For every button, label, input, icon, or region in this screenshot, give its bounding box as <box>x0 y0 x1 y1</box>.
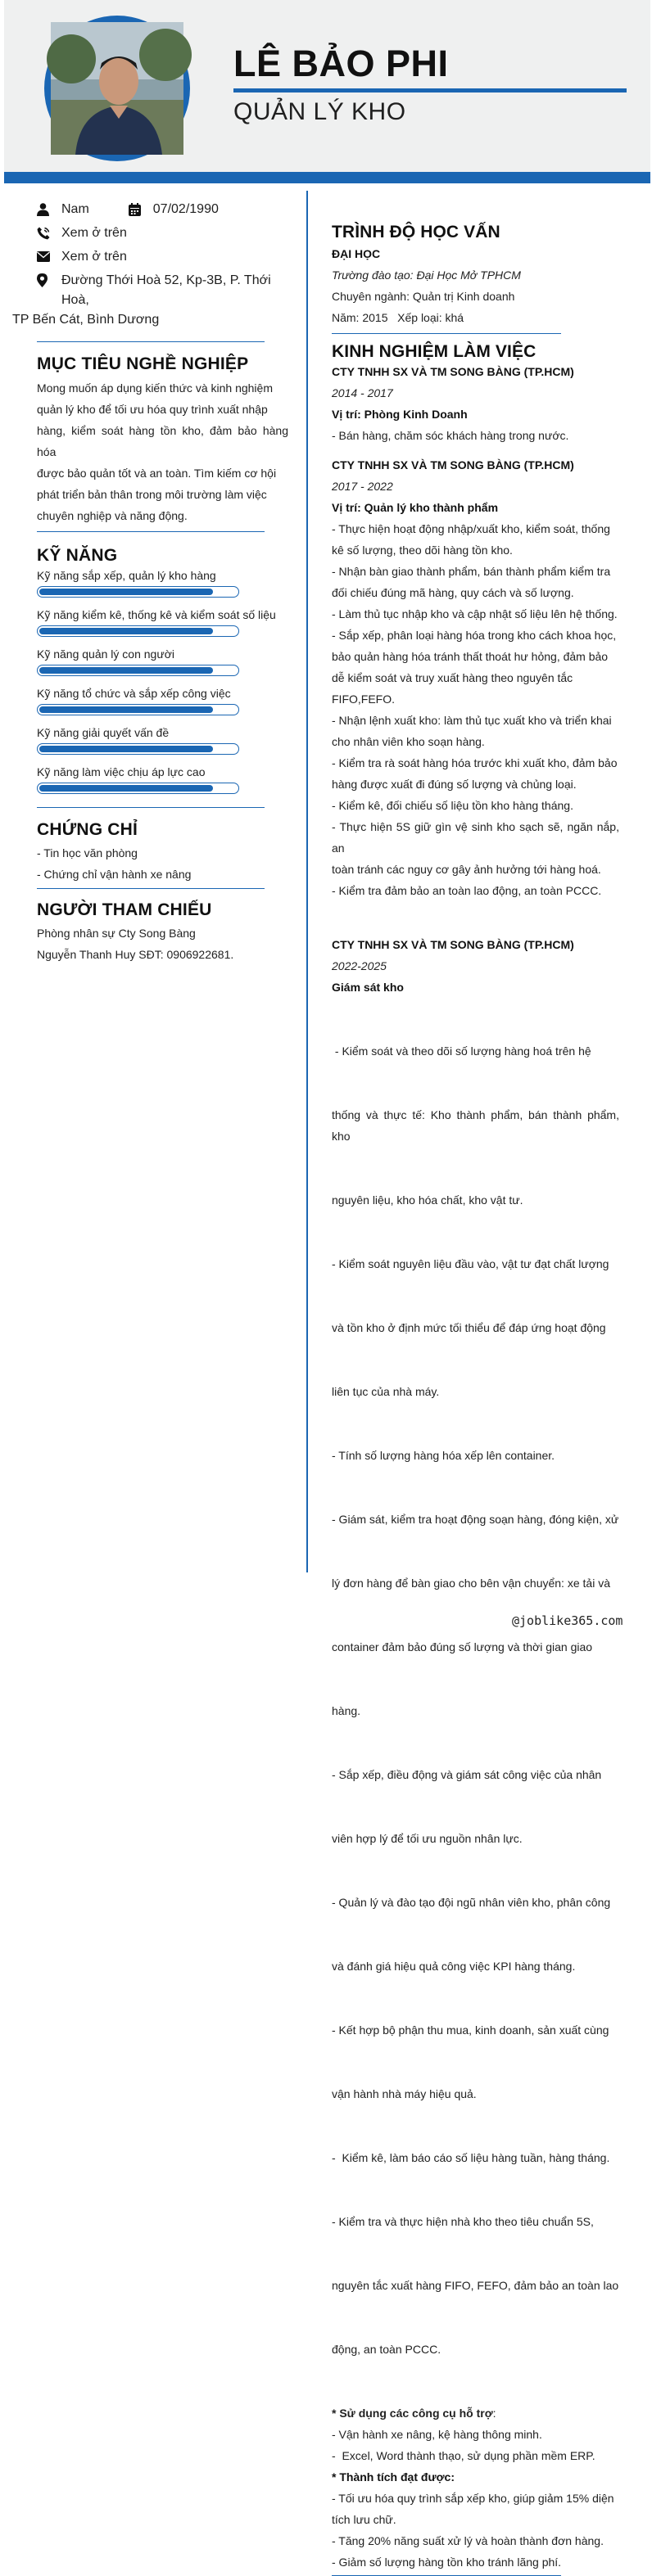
education-heading: TRÌNH ĐỘ HỌC VẤN <box>332 223 500 241</box>
skill-bar <box>37 625 239 637</box>
contact-address <box>37 268 288 310</box>
education-major: Chuyên ngành: Quản trị Kinh doanh <box>332 290 515 303</box>
skill-bar-fill <box>39 785 213 792</box>
skill-bar-fill <box>39 589 213 595</box>
job-line: dễ kiểm soát và truy xuất hàng theo nguyên tắc <box>332 671 573 684</box>
job-entry <box>332 934 623 2573</box>
objective-heading: MỤC TIÊU NGHỀ NGHIỆP <box>37 354 249 373</box>
job-period: 2014 - 2017 <box>332 386 393 399</box>
job-line: đối chiếu đúng mã hàng, quy cách và số lượng. <box>332 586 574 599</box>
tools-heading: * Sử dụng các công cụ hỗ trợ <box>332 2407 493 2420</box>
section-divider <box>37 807 265 808</box>
contact-email <box>37 245 288 268</box>
certificate-item: - Chứng chỉ vận hành xe nâng <box>37 868 192 881</box>
job-line: toàn tránh các nguy cơ gây ảnh hưởng tới hàng hoá. <box>332 863 601 876</box>
objective-line: Mong muốn áp dụng kiến thức và kinh nghiệm <box>37 381 273 395</box>
job-line: - Kiểm tra đảm bảo an toàn lao động, an toàn PCCC. <box>332 884 602 897</box>
tools-heading-colon: : <box>492 2407 496 2420</box>
job-line: - Bán hàng, chăm sóc khách hàng trong nước. <box>332 429 569 442</box>
achievements-heading: * Thành tích đạt được: <box>332 2470 455 2484</box>
job-line: nguyên tắc xuất hàng FIFO, FEFO, đảm bảo an toàn lao <box>332 2279 619 2292</box>
achievement-line: - Tăng 20% năng suất xử lý và hoàn thành đơn hàng. <box>332 2534 604 2547</box>
name-underline <box>233 88 627 92</box>
job-line: - Sắp xếp, điều động và giám sát công việc của nhân <box>332 1768 602 1781</box>
skill-bar-fill <box>39 706 213 713</box>
objective-line: hàng, kiểm soát hàng tồn kho, đảm bảo hàng hóa <box>37 424 288 458</box>
reference-line: Nguyễn Thanh Huy SĐT: 0906922681. <box>37 948 234 961</box>
candidate-name: LÊ BẢO PHI <box>233 43 449 84</box>
job-entry <box>332 361 619 446</box>
skill-label: Kỹ năng tổ chức và sắp xếp công việc <box>37 687 231 700</box>
references-list <box>37 923 288 965</box>
skill-item <box>37 647 288 676</box>
references-heading: NGƯỜI THAM CHIẾU <box>37 900 212 919</box>
reference-line: Phòng nhân sự Cty Song Bàng <box>37 927 196 940</box>
right-column <box>332 223 623 2576</box>
job-position: Giám sát kho <box>332 981 404 994</box>
job-line: lý đơn hàng để bàn giao cho bên vận chuyển: xe tải và <box>332 1577 610 1590</box>
tool-item: - Vận hành xe nâng, kệ hàng thông minh. <box>332 2428 542 2441</box>
job-line: hàng được xuất đi đúng số lượng và chủng loại. <box>332 778 577 791</box>
job-line: - Kiểm tra và thực hiện nhà kho theo tiêu chuẩn 5S, <box>332 2215 594 2228</box>
skill-bar-fill <box>39 746 213 752</box>
skill-item <box>37 607 288 637</box>
certificate-item: - Tin học văn phòng <box>37 846 138 859</box>
contact-gender-birthdate <box>37 197 288 221</box>
skill-label: Kỹ năng làm việc chịu áp lực cao <box>37 765 206 778</box>
header-accent-band <box>4 172 650 183</box>
skill-bar-fill <box>39 667 213 674</box>
phone-value: Xem ở trên <box>61 226 127 240</box>
address-line-1: Đường Thới Hoà 52, Kp-3B, P. Thới Hoà, <box>61 273 271 307</box>
skill-label: Kỹ năng giải quyết vấn đề <box>37 726 170 739</box>
job-line: - Làm thủ tục nhập kho và cập nhật số liệu lên hệ thống. <box>332 607 618 620</box>
job-line: - Kiểm kê, đối chiếu số liệu tồn kho hàng tháng. <box>332 799 573 812</box>
job-line: - Quản lý và đào tạo đội ngũ nhân viên kho, phân công <box>332 1896 611 1909</box>
achievements-list <box>332 2488 619 2573</box>
job-line: và tồn kho ở định mức tối thiểu để đáp ứng hoạt động <box>332 1321 606 1334</box>
job-line: liên tục của nhà máy. <box>332 1385 440 1398</box>
skill-item <box>37 686 288 715</box>
skill-item <box>37 765 288 794</box>
objective-line: chuyên nghiệp và năng động. <box>37 509 188 522</box>
job-line: - Nhận lệnh xuất kho: làm thủ tục xuất kho và triển khai <box>332 714 612 727</box>
section-divider <box>37 341 265 342</box>
job-line: - Kết hợp bộ phận thu mua, kinh doanh, sản xuất cùng <box>332 2023 609 2037</box>
skill-bar <box>37 743 239 755</box>
skill-bar <box>37 586 239 598</box>
achievement-line: tích lưu chữ. <box>332 2513 396 2526</box>
education-degree: ĐẠI HỌC <box>332 247 381 260</box>
job-line: cho nhân viên kho soạn hàng. <box>332 735 485 748</box>
skill-item <box>37 725 288 755</box>
address-line-2: TP Bến Cát, Bình Dương <box>12 313 160 327</box>
job-period: 2022-2025 <box>332 959 387 972</box>
skill-label: Kỹ năng quản lý con người <box>37 647 174 661</box>
experience-heading: KINH NGHIỆM LÀM VIỆC <box>332 342 537 361</box>
job-line: bảo quản hàng hóa tránh thất thoát hư hỏng, đảm bảo <box>332 650 609 663</box>
job-company: CTY TNHH SX VÀ TM SONG BÀNG (TP.HCM) <box>332 458 574 471</box>
job-line: - Kiểm soát nguyên liệu đầu vào, vật tư đạt chất lượng <box>332 1257 609 1270</box>
job-entry <box>332 454 619 901</box>
job-line: - Tính số lượng hàng hóa xếp lên container. <box>332 1449 555 1462</box>
job-line: - Thực hiện hoạt động nhập/xuất kho, kiểm soát, thống <box>332 522 610 535</box>
skills-heading: KỸ NĂNG <box>37 546 118 565</box>
avatar <box>51 22 183 155</box>
education-year-grade: Năm: 2015 Xếp loại: khá <box>332 311 464 324</box>
gender-value: Nam <box>61 202 89 216</box>
skill-bar <box>37 704 239 715</box>
job-line: động, an toàn PCCC. <box>332 2343 441 2356</box>
watermark: @joblike365.com <box>512 1613 623 1628</box>
birthdate-group <box>129 197 219 221</box>
job-line: viên hợp lý để tối ưu nguồn nhân lực. <box>332 1832 523 1845</box>
tool-item: - Excel, Word thành thạo, sử dụng phần mềm ERP. <box>332 2449 595 2462</box>
objective-line: được bảo quản tốt và an toàn. Tìm kiếm cơ hội <box>37 467 277 480</box>
job-position: Vị trí: Quản lý kho thành phẩm <box>332 501 499 514</box>
education-school: Trường đào tạo: Đại Học Mở TPHCM <box>332 268 521 282</box>
job-line: kê số lượng, theo dõi hàng tồn kho. <box>332 544 513 557</box>
certificates-heading: CHỨNG CHỈ <box>37 820 138 839</box>
objective-line: quản lý kho để tối ưu hóa quy trình xuất nhập <box>37 403 268 416</box>
user-icon <box>37 197 61 221</box>
job-line: thống và thực tế: Kho thành phẩm, bán thành phẩm, kho <box>332 1108 623 1143</box>
objective-text <box>37 377 288 526</box>
skill-bar <box>37 665 239 676</box>
contact-address-cont <box>12 308 288 332</box>
email-value: Xem ở trên <box>61 250 127 264</box>
job-line: vận hành nhà máy hiệu quả. <box>332 2087 477 2100</box>
job-line: - Thực hiện 5S giữ gìn vệ sinh kho sạch sẽ, ngăn nắp, an <box>332 820 619 855</box>
job-line: nguyên liệu, kho hóa chất, kho vật tư. <box>332 1193 523 1207</box>
skill-bar-fill <box>39 628 213 634</box>
job-line: - Nhận bàn giao thành phẩm, bán thành phẩm kiểm tra <box>332 565 611 578</box>
job-position: Vị trí: Phòng Kinh Doanh <box>332 408 468 421</box>
certificates-list <box>37 842 288 885</box>
job-company: CTY TNHH SX VÀ TM SONG BÀNG (TP.HCM) <box>332 365 574 378</box>
envelope-icon <box>37 245 61 268</box>
calendar-icon <box>129 197 153 221</box>
achievement-line: - Giảm số lượng hàng tồn kho tránh lãng phí. <box>332 2556 562 2569</box>
birthdate-value: 07/02/1990 <box>152 202 219 216</box>
job-line: FIFO,FEFO. <box>332 692 395 706</box>
section-divider <box>332 333 561 334</box>
job-description <box>332 998 623 2402</box>
location-pin-icon <box>37 268 61 292</box>
job-title: QUẢN LÝ KHO <box>233 98 406 125</box>
job-line: và đánh giá hiệu quả công việc KPI hàng tháng. <box>332 1960 576 1973</box>
phone-icon <box>37 221 61 245</box>
job-line: - Kiểm tra rà soát hàng hóa trước khi xuất kho, đảm bảo <box>332 756 618 769</box>
address-value <box>61 268 288 310</box>
section-divider <box>37 531 265 532</box>
achievement-line: - Tối ưu hóa quy trình sắp xếp kho, giúp giảm 15% diện <box>332 2492 614 2505</box>
skill-item <box>37 568 288 598</box>
left-column <box>12 197 288 965</box>
job-line: - Sắp xếp, phân loại hàng hóa trong kho cách khoa học, <box>332 629 617 642</box>
contact-phone <box>37 221 288 245</box>
section-divider <box>37 888 265 889</box>
tools-heading-line <box>332 2402 619 2424</box>
job-line: - Kiểm soát và theo dõi số lượng hàng hoá trên hệ <box>332 1044 591 1058</box>
objective-line: phát triển bản thân trong môi trường làm việc <box>37 488 267 501</box>
job-period: 2017 - 2022 <box>332 480 393 493</box>
skills-list <box>37 568 288 794</box>
job-line: hàng. <box>332 1704 361 1717</box>
skill-bar <box>37 783 239 794</box>
job-description <box>332 518 619 901</box>
job-line: container đảm bảo đúng số lượng và thời gian giao <box>332 1640 593 1653</box>
job-company: CTY TNHH SX VÀ TM SONG BÀNG (TP.HCM) <box>332 938 574 951</box>
job-line: - Kiểm kê, làm báo cáo số liệu hàng tuần, hàng tháng. <box>332 2151 610 2164</box>
column-divider <box>306 191 308 1572</box>
job-line: - Giám sát, kiểm tra hoạt động soạn hàng, đóng kiện, xử <box>332 1513 619 1526</box>
skill-label: Kỹ năng sắp xếp, quản lý kho hàng <box>37 569 216 582</box>
skill-label: Kỹ năng kiểm kê, thống kê và kiểm soát số liệu <box>37 608 276 621</box>
